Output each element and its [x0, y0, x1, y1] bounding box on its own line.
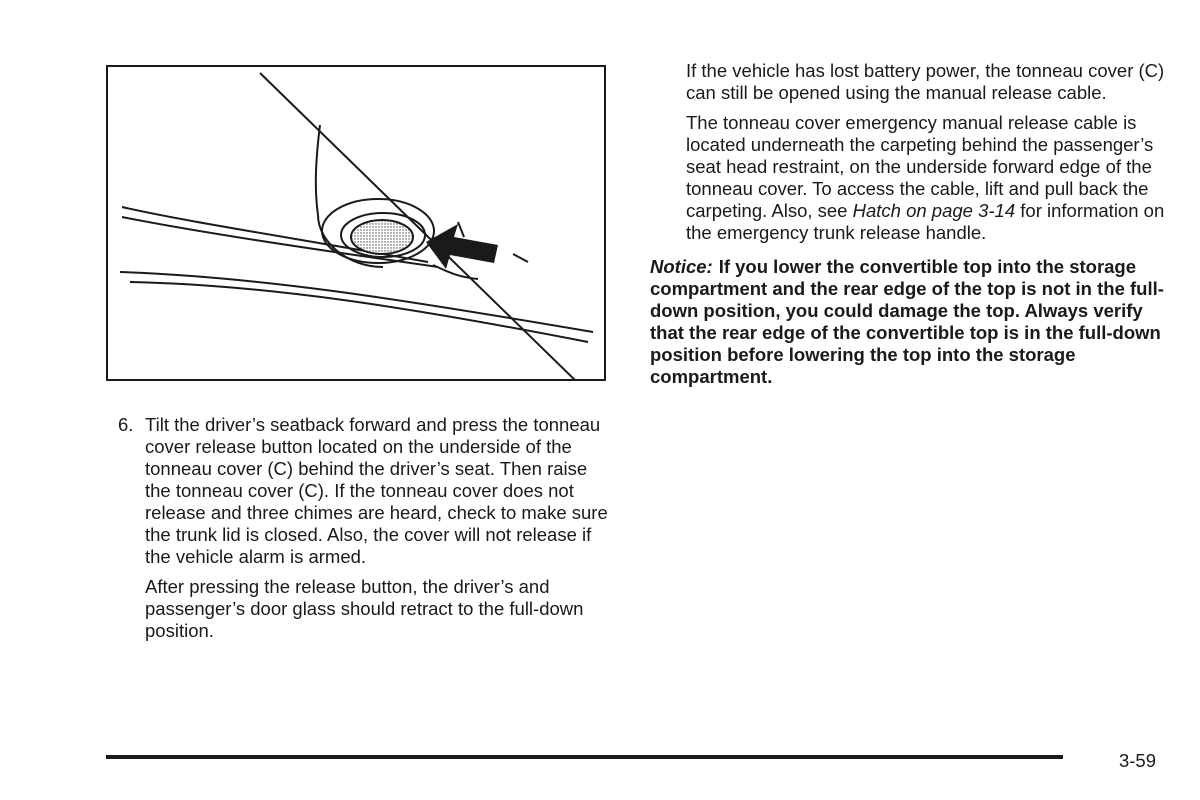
manual-release-text-start: The tonneau cover emergency manual release cable is located underneath the carpeting behind the passenger’s seat head restraint, on the underside forward edge of the tonneau cover. To access the cable, lift and pull back the carpeting. Also, see: [686, 112, 1154, 221]
left-column: [118, 414, 618, 642]
after-release-paragraph: After pressing the release button, the driver’s and passenger’s door glass should retract to the full-down position.: [145, 576, 584, 641]
manual-release-text-end: for information on the emergency trunk release handle.: [686, 200, 1165, 243]
notice-text: If you lower the convertible top into the storage compartment and the rear edge of the top is not in the full-down position, you could damage the top. Always verify that the rear edge of the convertible top is in the full-down position before lowering the top into the storage compartment.: [650, 256, 1164, 387]
tonneau-release-illustration: [106, 65, 606, 381]
step-number: 6.: [118, 414, 134, 435]
manual-release-paragraph: [686, 112, 1170, 244]
step-6: [118, 414, 618, 568]
footer-rule: [106, 755, 1063, 759]
battery-power-paragraph: If the vehicle has lost battery power, the tonneau cover (C) can still be opened using the manual release cable.: [686, 60, 1165, 103]
hatch-page-reference: Hatch on page 3-14: [852, 200, 1016, 221]
right-column: [650, 60, 1170, 388]
page-number: 3-59: [1118, 750, 1156, 771]
tonneau-release-button-icon: [108, 67, 606, 381]
notice-block: [650, 256, 1170, 388]
notice-label: Notice:: [650, 256, 713, 277]
step-text: Tilt the driver’s seatback forward and press the tonneau cover release button located on the underside of the tonneau cover (C) behind the driver’s seat. Then raise the tonneau cover (C). If the tonneau cover does not release and three chimes are heard, check to make sure the trunk lid is closed. Also, the cover will not release if the vehicle alarm is armed.: [145, 414, 608, 567]
